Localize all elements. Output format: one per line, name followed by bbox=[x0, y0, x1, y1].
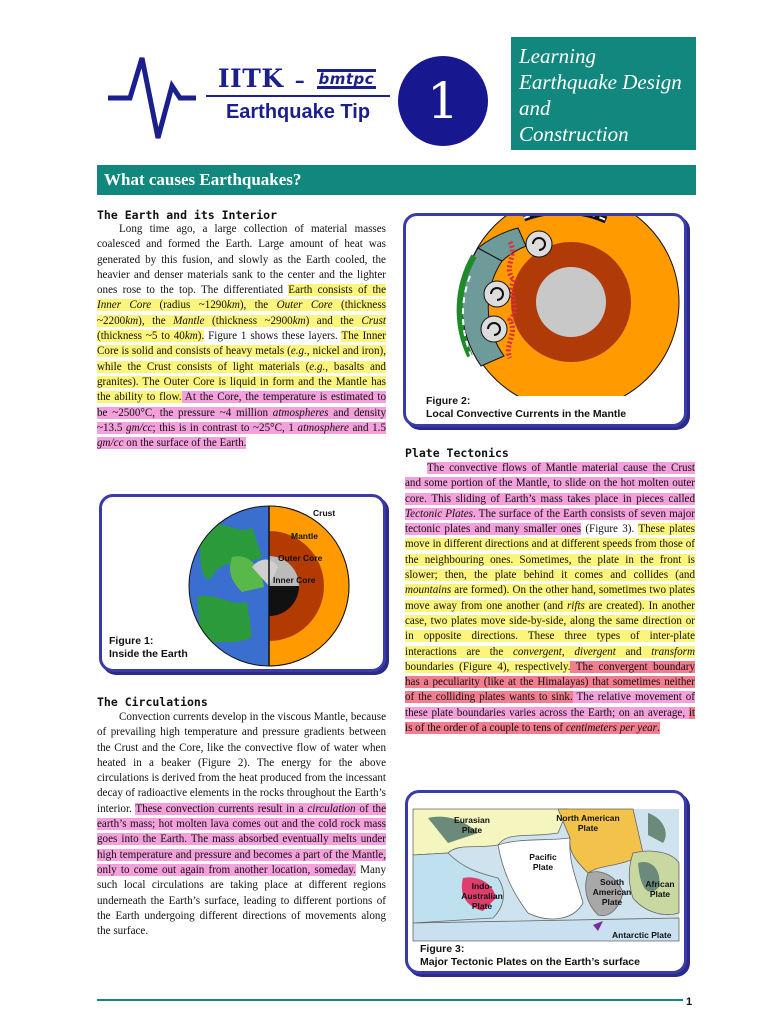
tip-number-badge: 1 bbox=[398, 56, 488, 146]
brand-dash: – bbox=[294, 68, 306, 92]
label-crust: Crust bbox=[313, 508, 336, 518]
label-mantle: Mantle bbox=[291, 531, 318, 541]
section-title: What causes Earthquakes? bbox=[97, 165, 696, 195]
figure2-caption-line: Local Convective Currents in the Mantle bbox=[426, 408, 627, 420]
figure2-box bbox=[403, 213, 687, 427]
series-line: Learning bbox=[519, 44, 597, 68]
plate-tectonics-text: The convective flows of Mantle material cause the Crust and some portion of the Mantle, to slide on the hot molten outer core. This sliding of Earth’s mass takes place in pieces called Tectonic Plates. The surface of the Earth consists of seven major tectonic plates and many smaller ones (Figure 3). These plates move in different directions and at different speeds from those of the neighbouring ones. Sometimes, the plate in the front is slower; then, the plate behind it comes and collides (and mountains are formed). On the other hand, sometimes two plates move away from one another (and rifts are created). In another case, two plates move side-by-side, along the same direction or in opposite directions. These three types of inter-plate interactions are the convergent, divergent and transform boundaries (Figure 4), respectively. The convergent boundary has a peculiarity (like at the Himalayas) that sometimes neither of the colliding plates wants to sink. The relative movement of these plate boundaries varies across the Earth; on an average, it is of the order of a couple to tens of centimeters per year. bbox=[405, 462, 696, 735]
series-line: Earthquake Design bbox=[519, 70, 682, 94]
heading-circulations: The Circulations bbox=[97, 695, 208, 709]
label-outer-core: Outer Core bbox=[278, 553, 323, 563]
brand-logo bbox=[204, 64, 390, 93]
figure3-caption-line: Figure 3: bbox=[420, 943, 465, 955]
figure2-caption-line: Figure 2: bbox=[426, 395, 471, 407]
circulations-text: Convection currents develop in the viscous Mantle, because of prevailing high temperature and pressure gradients between the Crust and the Core, like the convective flow of water when heated in a beaker (Figure 2). The energy for the above circulations is derived from the heat produced from the incessant decay of radioactive elements in the rocks throughout the Earth’s interior. These convection currents result in a circulation of the earth’s mass; hot molten lava comes out and the cold rock mass goes into the Earth. The mass absorbed eventually melts under high temperature and pressure and becomes a part of the Mantle, only to come out again from another location, someday. Many such local circulations are taking place at different regions underneath the Earth’s surface, leading to different portions of the Earth undergoing different directions of movements along the surface. bbox=[97, 711, 387, 938]
label-inner-core: Inner Core bbox=[273, 575, 316, 585]
figure1-caption bbox=[109, 635, 188, 661]
label-antarctic-plate: Antarctic Plate bbox=[612, 930, 672, 940]
series-title-box bbox=[511, 37, 696, 150]
label-pacific-plate: Pacific Plate bbox=[529, 852, 557, 872]
series-line: Construction bbox=[519, 122, 629, 146]
page-number: 1 bbox=[686, 996, 693, 1008]
footer-divider bbox=[97, 999, 683, 1001]
label-south-american-plate: South American Plate bbox=[592, 877, 632, 907]
label-north-american-plate: North American Plate bbox=[556, 813, 620, 833]
mantle-convection-illustration bbox=[406, 216, 684, 424]
label-african-plate: African Plate bbox=[645, 879, 675, 899]
figure3-box bbox=[405, 790, 687, 974]
figure1-caption-line: Inside the Earth bbox=[109, 648, 188, 660]
figure1-box bbox=[99, 494, 386, 672]
tip-title: Earthquake Tip bbox=[225, 101, 371, 123]
label-eurasian-plate: Eurasian Plate bbox=[454, 815, 490, 835]
earth-interior-text: Long time ago, a large collection of material masses coalesced and formed the Earth. Large amount of heat was generated by this fusion, and slowly as the Earth cooled, the heavier and denser materials sank to the center and the lighter ones rose to the top. The differentiated Earth consists of the Inner Core (radius ~1290km), the Outer Core (thickness ~2200km), the Mantle (thickness ~2900km) and the Crust (thickness ~5 to 40km). Figure 1 shows these layers. The Inner Core is solid and consists of heavy metals (e.g., nickel and iron), while the Crust consists of light materials (e.g., basalts and granites). The Outer Core is liquid in form and the Mantle has the ability to flow. At the Core, the temperature is estimated to be ~2500°C, the pressure ~4 million atmospheres and density ~13.5 gm/cc; this is in contrast to ~25°C, 1 atmosphere and 1.5 gm/cc on the surface of the Earth. bbox=[97, 223, 386, 450]
figure3-caption bbox=[420, 943, 640, 969]
heading-earth-interior: The Earth and its Interior bbox=[97, 208, 278, 222]
heading-plate-tectonics: Plate Tectonics bbox=[405, 446, 509, 460]
brand-bmtpc: bmtpc bbox=[318, 70, 375, 88]
label-indo-australian-plate: Indo-Australian Plate bbox=[461, 881, 503, 911]
figure1-caption-line: Figure 1: bbox=[109, 635, 154, 647]
seismograph-logo-icon bbox=[100, 38, 400, 158]
figure3-caption-line: Major Tectonic Plates on the Earth’s surface bbox=[420, 956, 640, 968]
figure2-caption bbox=[426, 395, 626, 421]
series-line: and bbox=[519, 96, 551, 120]
brand-iitk: IITK bbox=[217, 64, 284, 93]
